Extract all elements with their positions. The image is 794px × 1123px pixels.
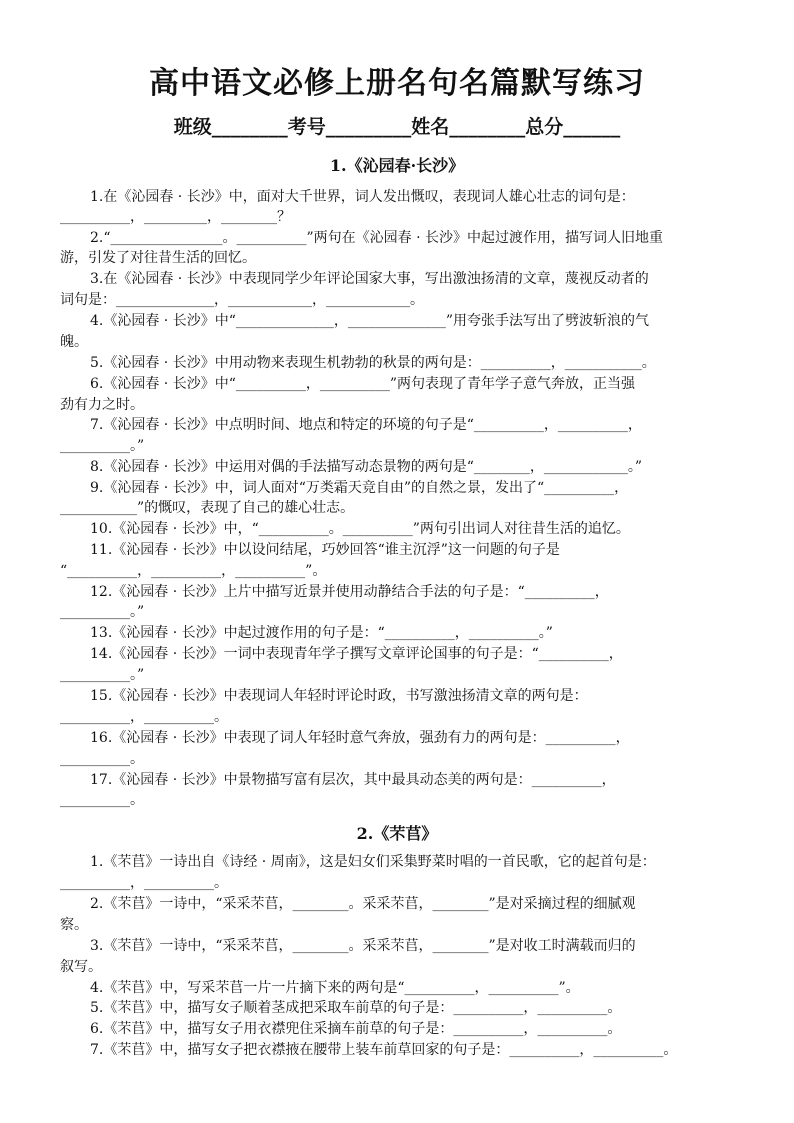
question-line: 7.《芣苢》中，描写女子把衣襟掖在腰带上装车前草回家的句子是：__________，__________。 [90, 1042, 678, 1058]
section-heading-2: 2.《芣苢》 [356, 824, 438, 843]
question-line: 5.《沁园春 · 长沙》中用动物来表现生机勃勃的秋景的两句是：__________，___________。 [90, 355, 656, 371]
answer-line: __________。 [60, 751, 144, 767]
question-line: 察。 [60, 917, 88, 933]
answer-line: __________，__________。 [60, 875, 228, 891]
answer-line: 词句是：______________，____________，____________。 [60, 292, 424, 308]
question-line: 14.《沁园春 · 长沙》一词中表现青年学子撰写文章评论国事的句子是：“__________， [90, 646, 623, 662]
question-line: 3.《芣苢》一诗中，“采采芣苢，________。采采芣苢，________”是对收工时满载而归的 [90, 938, 636, 954]
question-line: 4.《芣苢》中，写采芣苢一片一片摘下来的两句是“__________，__________”。 [90, 980, 580, 996]
question-line: 7.《沁园春 · 长沙》中点明时间、地点和特定的环境的句子是“__________，__________， [90, 417, 642, 433]
question-line: 17.《沁园春 · 长沙》中景物描写富有层次，其中最具动态美的两句是：__________， [90, 772, 616, 788]
question-line: 16.《沁园春 · 长沙》中表现了词人年轻时意气奔放，强劲有力的两句是：__________， [90, 730, 630, 746]
question-line: 11.《沁园春 · 长沙》中以设问结尾，巧妙回答“谁主沉浮”这一问题的句子是 [90, 542, 560, 558]
question-line: 9.《沁园春 · 长沙》中，词人面对“万类霜天竞自由”的自然之景，发出了“__________， [90, 480, 629, 496]
question-line: 游，引发了对往昔生活的回忆。 [60, 250, 256, 266]
question-line: 3.在《沁园春 · 长沙》中表现同学少年评论国家大事，写出激浊扬清的文章，蔑视反动者的 [90, 271, 649, 287]
answer-line: __________，_________，________？ [60, 209, 291, 225]
question-line: 魄。 [60, 334, 88, 350]
page-title: 高中语文必修上册名句名篇默写练习 [149, 66, 645, 101]
question-line: 2.“________________。__________”两句在《沁园春 · 长沙》中起过渡作用，描写词人旧地重 [90, 230, 664, 246]
question-line: 6.《沁园春 · 长沙》中“__________，__________”两句表现了青年学子意气奔放，正当强 [90, 376, 636, 392]
question-line: 8.《沁园春 · 长沙》中运用对偶的手法描写动态景物的两句是“________，____________。” [90, 459, 643, 475]
answer-line: __________。” [60, 438, 145, 454]
answer-line: ___________”的慨叹，表现了自己的雄心壮志。 [60, 500, 355, 516]
answer-line: __________。” [60, 667, 145, 683]
question-line: 2.《芣苢》一诗中，“采采芣苢，________。采采芣苢，________”是对采摘过程的细腻观 [90, 896, 636, 912]
answer-line: “__________，__________，__________”。 [60, 563, 327, 579]
question-line: 1.在《沁园春 · 长沙》中，面对大千世界，词人发出慨叹，表现词人雄心壮志的词句是： [90, 189, 635, 205]
question-line: 1.《芣苢》一诗出自《诗经 · 周南》，这是妇女们采集野菜时唱的一首民歌，它的起首句是： [90, 854, 656, 870]
question-line: 6.《芣苢》中，描写女子用衣襟兜住采摘车前草的句子是：__________，__________。 [90, 1021, 622, 1037]
question-line: 5.《芣苢》中，描写女子顺着茎成把采取车前草的句子是：__________，__________。 [90, 1000, 622, 1016]
question-line: 10.《沁园春 · 长沙》中，“__________。__________”两句引出词人对往昔生活的追忆。 [90, 521, 630, 537]
question-line: 12.《沁园春 · 长沙》上片中描写近景并使用动静结合手法的句子是：“__________， [90, 584, 609, 600]
answer-line: __________。” [60, 604, 145, 620]
question-line: 15.《沁园春 · 长沙》中表现词人年轻时评论时政，书写激浊扬清文章的两句是： [90, 688, 588, 704]
answer-line: __________。 [60, 792, 144, 808]
answer-line: __________，__________。 [60, 709, 228, 725]
question-line: 劲有力之时。 [60, 397, 144, 413]
question-line: 4.《沁园春 · 长沙》中“______________，______________”用夸张手法写出了劈波斩浪的气 [90, 313, 650, 329]
question-line: 叙写。 [60, 959, 102, 975]
section-heading-1: 1.《沁园春·长沙》 [329, 156, 465, 175]
question-line: 13.《沁园春 · 长沙》中起过渡作用的句子是：“__________，__________。” [90, 625, 553, 641]
student-info-line: 班级________考号_________姓名________总分______ [173, 116, 621, 138]
